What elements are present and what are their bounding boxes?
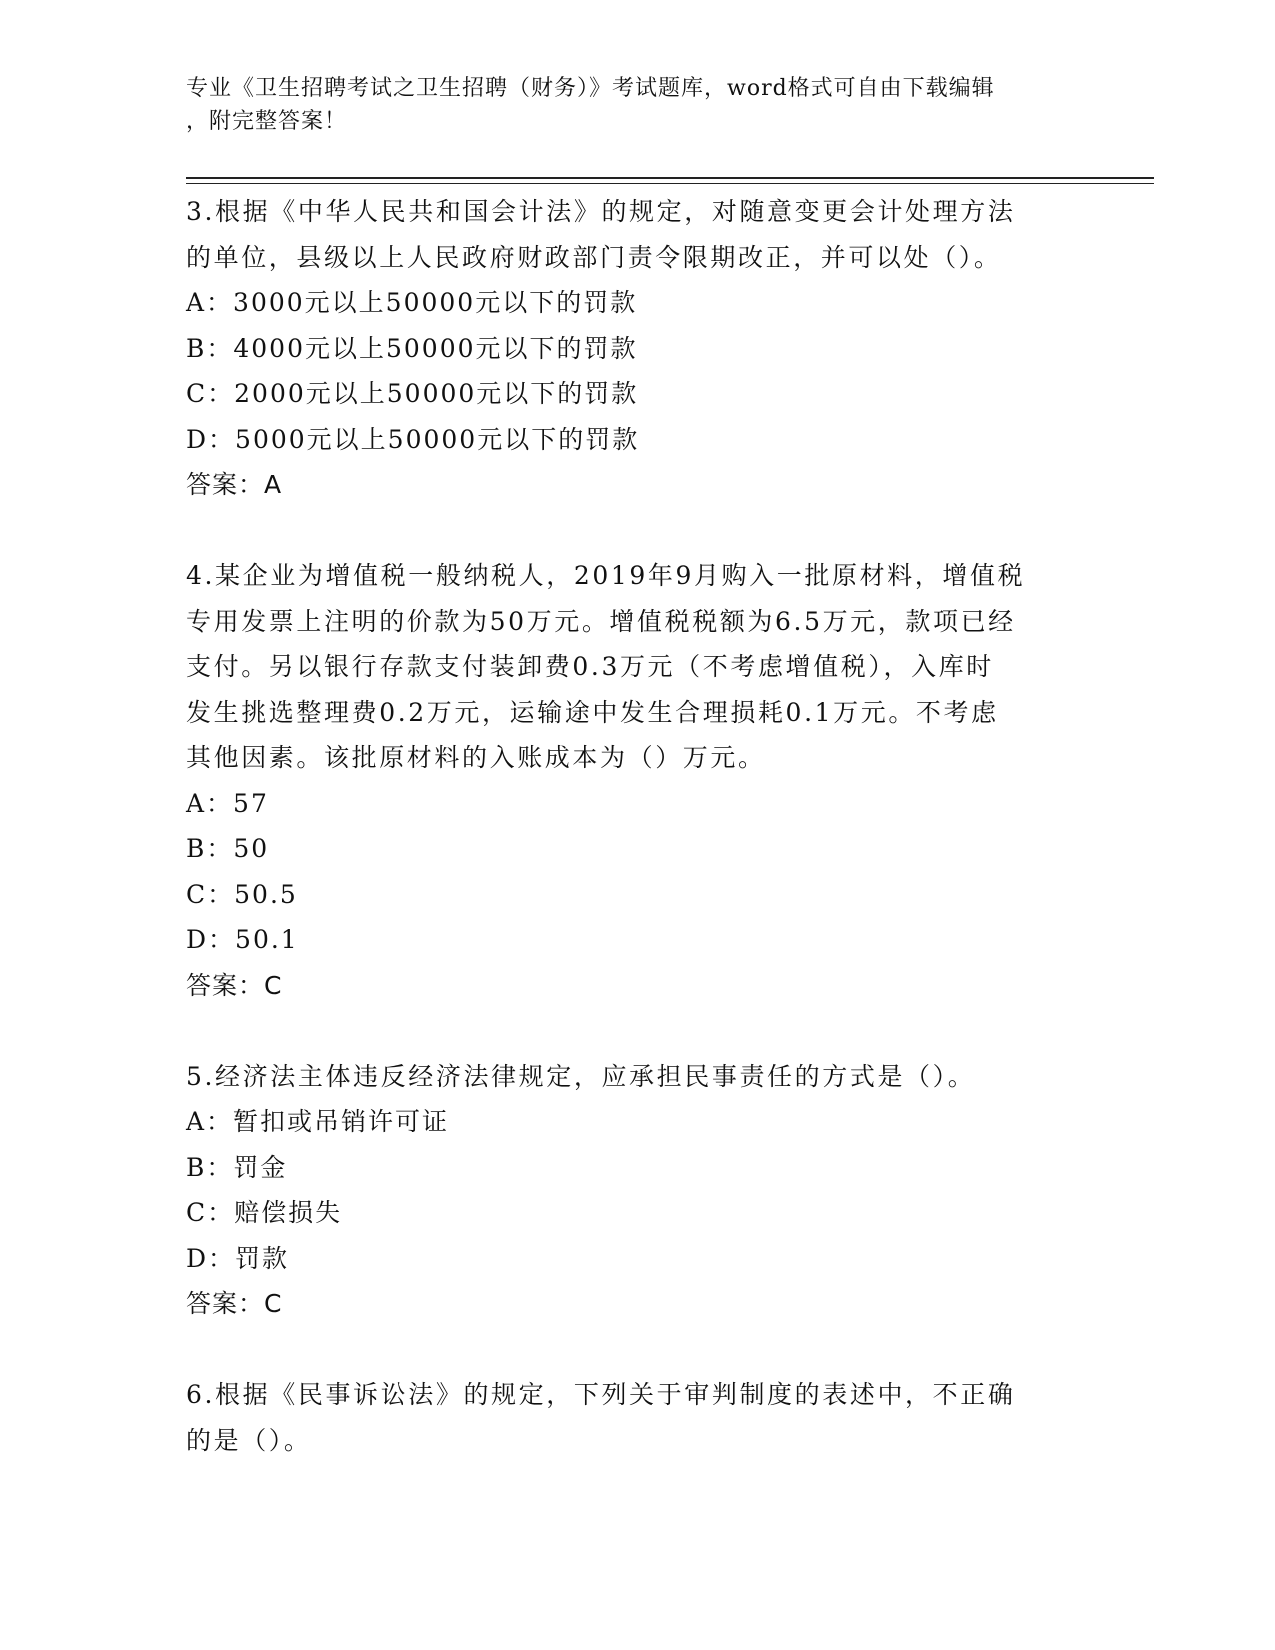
option-a: A：暂扣或吊销许可证 bbox=[186, 1107, 450, 1136]
option-b: B：4000元以上50000元以下的罚款 bbox=[186, 333, 638, 363]
stem-line: 专用发票上注明的价款为50万元。增值税税额为6.5万元，款项已经 bbox=[186, 606, 1016, 636]
option-c: C：50.5 bbox=[186, 879, 298, 909]
question-stem bbox=[186, 553, 1086, 781]
question-stem bbox=[186, 1054, 1086, 1100]
answer-label: 答案：A bbox=[186, 470, 283, 499]
option-a: A：3000元以上50000元以下的罚款 bbox=[186, 288, 638, 317]
question-3 bbox=[186, 189, 1086, 508]
question-spacer bbox=[186, 1008, 1086, 1054]
option-d: D：罚款 bbox=[186, 1243, 290, 1273]
option-c: C：2000元以上50000元以下的罚款 bbox=[186, 379, 639, 408]
option-b: B：罚金 bbox=[186, 1152, 288, 1182]
stem-line: 发生挑选整理费0.2万元，运输途中发生合理损耗0.1万元。不考虑 bbox=[186, 697, 999, 727]
option-b: B：50 bbox=[186, 834, 270, 863]
question-list bbox=[186, 189, 1086, 1463]
question-spacer bbox=[186, 1327, 1086, 1373]
stem-line: 其他因素。该批原材料的入账成本为（）万元。 bbox=[186, 743, 766, 772]
stem-line: 的单位，县级以上人民政府财政部门责令限期改正，并可以处（）。 bbox=[186, 242, 1002, 272]
question-4 bbox=[186, 553, 1086, 1008]
document-header bbox=[186, 72, 1066, 138]
stem-line: 4.某企业为增值税一般纳税人，2019年9月购入一批原材料，增值税 bbox=[186, 561, 1026, 590]
question-stem bbox=[186, 189, 1086, 280]
header-divider-thick bbox=[186, 177, 1154, 179]
stem-line: 3.根据《中华人民共和国会计法》的规定，对随意变更会计处理方法 bbox=[186, 197, 1016, 226]
question-5 bbox=[186, 1054, 1086, 1327]
stem-line: 6.根据《民事诉讼法》的规定，下列关于审判制度的表述中，不正确 bbox=[186, 1380, 1016, 1409]
answer-label: 答案：C bbox=[186, 1289, 283, 1318]
option-a: A：57 bbox=[186, 788, 269, 818]
option-c: C：赔偿损失 bbox=[186, 1198, 343, 1227]
answer-label: 答案：C bbox=[186, 970, 283, 1000]
header-line-2: ，附完整答案！ bbox=[186, 109, 348, 134]
header-line-1: 专业《卫生招聘考试之卫生招聘（财务）》考试题库，word格式可自由下载编辑 bbox=[186, 76, 995, 101]
stem-line: 5.经济法主体违反经济法律规定，应承担民事责任的方式是（）。 bbox=[186, 1061, 976, 1091]
option-d: D：5000元以上50000元以下的罚款 bbox=[186, 424, 640, 454]
question-spacer bbox=[186, 508, 1086, 554]
question-6 bbox=[186, 1372, 1086, 1463]
stem-line: 支付。另以银行存款支付装卸费0.3万元（不考虑增值税），入库时 bbox=[186, 652, 994, 681]
stem-line: 的是（）。 bbox=[186, 1425, 312, 1455]
question-stem bbox=[186, 1372, 1086, 1463]
header-divider-thin bbox=[186, 183, 1154, 184]
option-d: D：50.1 bbox=[186, 925, 299, 954]
